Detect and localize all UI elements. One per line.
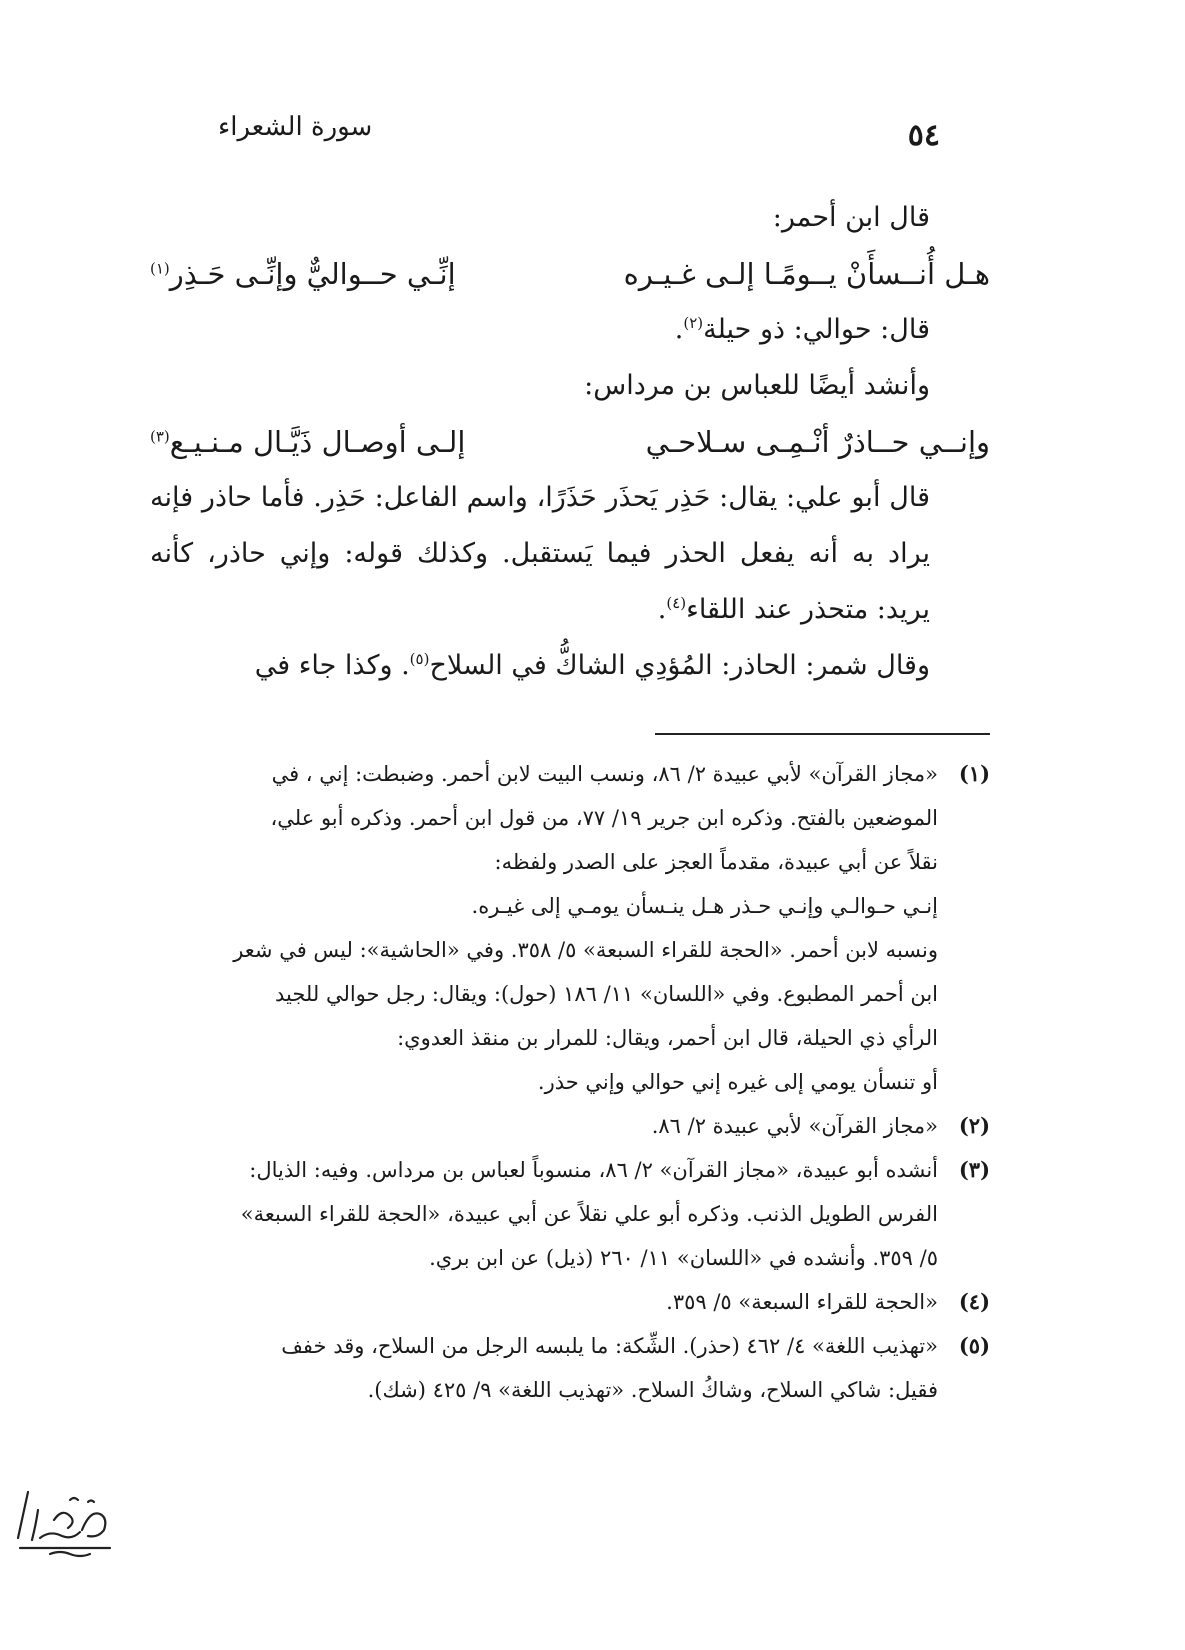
- footnote-verse: إنـي حـوالـي وإنـي حـذر هـل ينـسأن يومـي إلى غيـره.: [471, 894, 938, 918]
- footnotes: [150, 752, 990, 1412]
- footnote-line: «مجاز القرآن» لأبي عبيدة ٢/ ٨٦.: [651, 1114, 938, 1138]
- footnote-separator: [655, 733, 990, 735]
- main-text: [150, 190, 990, 694]
- footnote-line: ٥/ ٣٥٩. وأنشده في «اللسان» ١١/ ٢٦٠ (ذيل) عن ابن بري.: [429, 1246, 938, 1270]
- text-line-abbas: وأنشد أيضًا للعباس بن مرداس:: [584, 370, 930, 401]
- footnote-ref-3: (٣): [150, 427, 170, 446]
- footnote-ref-4: (٤): [666, 594, 687, 612]
- paragraph-abu-ali: قال أبو علي: يقال: حَذِر يَحذَر حَذَرًا، واسم الفاعل: حَذِر. فأما حاذر فإنه يراد به أنه يفعل الحذر فيما يَستقبل. وكذلك قوله: وإني حاذر، كأنه يريد: متحذر عند اللقاء$^{(٤)}$.: [150, 482, 930, 625]
- footnote-ref-1: (١): [150, 259, 170, 278]
- text-line-hawali: قال: حوالي: ذو حيلة$^{(٢)}$.: [674, 314, 930, 345]
- footnote-line: الرأي ذي الحيلة، قال ابن أحمر، ويقال: للمرار بن منقذ العدوي:: [397, 1026, 938, 1050]
- footnote-line: «مجاز القرآن» لأبي عبيدة ٢/ ٨٦، ونسب البيت لابن أحمر. وضبطت: إني ، في: [271, 762, 938, 786]
- footnote-number: (٤): [958, 1289, 990, 1314]
- poem-verse-2: [150, 414, 990, 470]
- footnote-line: أو تنسأن يومي إلى غيره إني حوالي وإني حذر.: [537, 1070, 938, 1094]
- footnote-line: «تهذيب اللغة» ٤/ ٤٦٢ (حذر). الشِّكة: ما يلبسه الرجل من السلاح، وقد خفف: [281, 1334, 938, 1358]
- footnote-number: (٢): [958, 1113, 990, 1138]
- footnote-ref-2: (٢): [683, 314, 704, 332]
- footnote-2: [150, 1104, 990, 1148]
- footnote-line: ونسبه لابن أحمر. «الحجة للقراء السبعة» ٥/ ٣٥٨. وفي «الحاشية»: ليس في شعر: [233, 938, 938, 962]
- page-number: ٥٤: [907, 118, 940, 153]
- footnote-line: «الحجة للقراء السبعة» ٥/ ٣٥٩.: [666, 1290, 938, 1314]
- verse-1-first-hemistich: هـل أُنــسأَنْ يــومًـا إلـى غـيـره: [623, 257, 990, 291]
- footnote-line: الفرس الطويل الذنب. وذكره أبو علي نقلاً عن أبي عبيدة، «الحجة للقراء السبعة»: [240, 1202, 938, 1226]
- footnote-number: (٣): [958, 1157, 990, 1182]
- footnote-number: (٥): [958, 1333, 990, 1358]
- footnote-number: (١): [958, 761, 990, 786]
- footnote-4: [150, 1280, 990, 1324]
- footnote-line: ابن أحمر المطبوع. وفي «اللسان» ١١/ ١٨٦ (حول): ويقال: رجل حوالي للجيد: [275, 982, 938, 1006]
- verse-2-second-hemistich: إلـى أوصـال ذَيَّـال مـنـيـع$^{(٣)}$: [150, 425, 466, 459]
- footnote-line: أنشده أبو عبيدة، «مجاز القرآن» ٢/ ٨٦، منسوباً لعباس بن مرداس. وفيه: الذيال:: [249, 1158, 938, 1182]
- calligraphy-stamp-logo: [10, 1480, 120, 1560]
- footnote-ref-5: (٥): [409, 650, 430, 668]
- footnote-3: [150, 1148, 990, 1280]
- running-header-title: سورة الشعراء: [218, 112, 373, 142]
- footnote-line: فقيل: شاكي السلاح، وشاكُ السلاح. «تهذيب اللغة» ٩/ ٤٢٥ (شك).: [367, 1378, 938, 1402]
- verse-1-second-hemistich: إنِّـي حــواليٌّ وإنِّـى حَـذِر$^{(١)}$: [150, 257, 456, 291]
- text-line-intro: قال ابن أحمر:: [772, 202, 930, 233]
- footnote-1: [150, 752, 990, 1104]
- verse-2-first-hemistich: وإنــي حــاذرٌ أنْـمِـى سـلاحـي: [645, 425, 990, 459]
- paragraph-shamir: وقال شمر: الحاذر: المُؤدِي الشاكُّ في السلاح$^{(٥)}$. وكذا جاء في: [254, 650, 930, 681]
- footnote-line: نقلاً عن أبي عبيدة، مقدماً العجز على الصدر ولفظه:: [494, 850, 938, 874]
- poem-verse-1: [150, 246, 990, 302]
- footnote-line: الموضعين بالفتح. وذكره ابن جرير ١٩/ ٧٧، من قول ابن أحمر. وذكره أبو علي،: [270, 806, 938, 830]
- footnote-5: [150, 1324, 990, 1412]
